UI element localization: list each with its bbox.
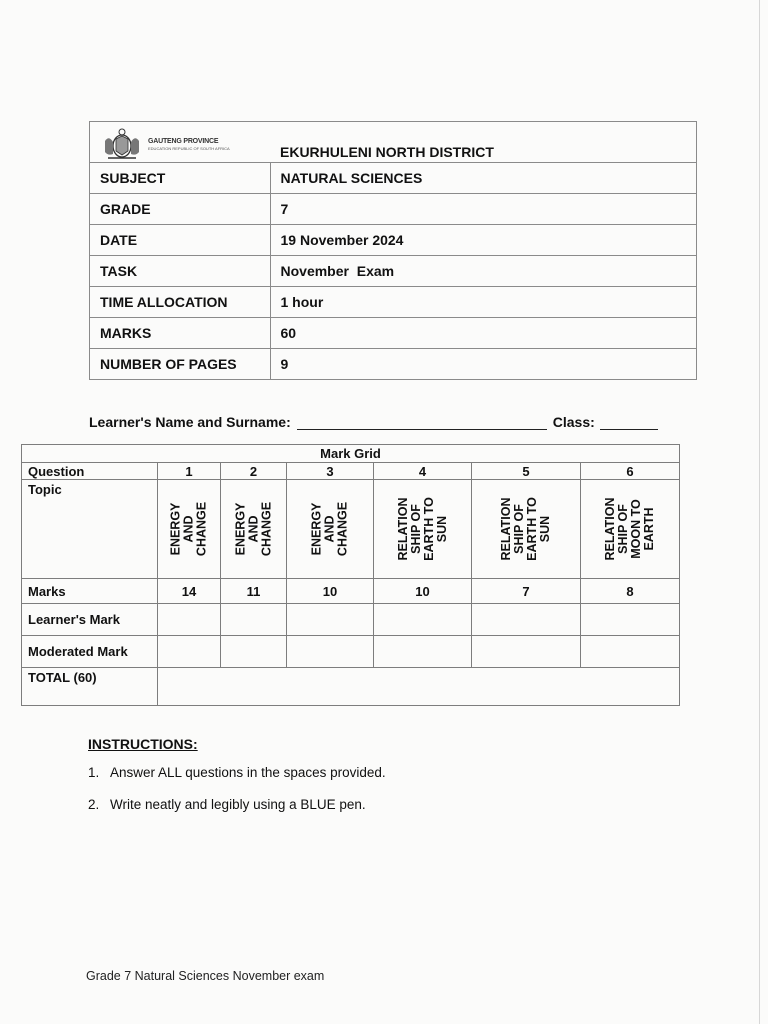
info-label: MARKS bbox=[90, 318, 271, 349]
topic-label: Topic bbox=[22, 480, 158, 579]
learner-name-line bbox=[89, 414, 679, 430]
total-cell[interactable] bbox=[158, 668, 680, 706]
moderated-mark-label: Moderated Mark bbox=[22, 636, 158, 668]
coat-of-arms-icon bbox=[100, 127, 144, 161]
learner-mark-cell[interactable] bbox=[221, 604, 287, 636]
instruction-text: Answer ALL questions in the spaces provided. bbox=[110, 765, 386, 780]
info-value: 19 November 2024 bbox=[270, 225, 697, 256]
topic-text: ENERGY AND CHANGE bbox=[309, 501, 350, 557]
info-label: TIME ALLOCATION bbox=[90, 287, 271, 318]
topic-text: RELATION SHIP OF EARTH TO SUN bbox=[499, 497, 552, 561]
logo-text: GAUTENG PROVINCE bbox=[148, 137, 219, 145]
question-label: Question bbox=[22, 463, 158, 480]
info-label: TASK bbox=[90, 256, 271, 287]
marks-value: 7 bbox=[472, 579, 581, 604]
topic-cell bbox=[287, 480, 374, 579]
question-number: 3 bbox=[287, 463, 374, 480]
class-field[interactable] bbox=[600, 415, 658, 430]
moderated-mark-cell[interactable] bbox=[158, 636, 221, 668]
total-row bbox=[22, 668, 680, 706]
topic-text: RELATION SHIP OF EARTH TO SUN bbox=[395, 497, 449, 561]
exam-info-table bbox=[89, 121, 697, 380]
instruction-text: Write neatly and legibly using a BLUE pen. bbox=[110, 797, 366, 812]
marks-row bbox=[22, 579, 680, 604]
class-label: Class: bbox=[552, 414, 595, 430]
info-row-grade bbox=[90, 194, 697, 225]
mark-grid-title: Mark Grid bbox=[22, 445, 680, 463]
info-value: November Exam bbox=[270, 256, 697, 287]
info-row-date bbox=[90, 225, 697, 256]
topic-cell bbox=[158, 480, 221, 579]
instructions-section bbox=[88, 736, 386, 829]
marks-value: 11 bbox=[221, 579, 287, 604]
page-footer: Grade 7 Natural Sciences November exam bbox=[86, 969, 325, 983]
info-row-subject bbox=[90, 163, 697, 194]
instruction-item bbox=[88, 765, 386, 780]
marks-value: 8 bbox=[581, 579, 680, 604]
topic-row bbox=[22, 480, 680, 579]
marks-label: Marks bbox=[22, 579, 158, 604]
question-number: 6 bbox=[581, 463, 680, 480]
instruction-number: 1. bbox=[88, 765, 100, 780]
instruction-number: 2. bbox=[88, 797, 100, 812]
topic-text: ENERGY AND CHANGE bbox=[233, 501, 273, 557]
info-row-pages bbox=[90, 349, 697, 380]
learner-mark-cell[interactable] bbox=[374, 604, 472, 636]
question-number: 5 bbox=[472, 463, 581, 480]
topic-cell bbox=[581, 480, 680, 579]
learner-mark-cell[interactable] bbox=[287, 604, 374, 636]
topic-text: RELATION SHIP OF MOON TO EARTH bbox=[603, 497, 656, 561]
learner-mark-label: Learner's Mark bbox=[22, 604, 158, 636]
logo-cell bbox=[90, 122, 271, 163]
learner-mark-row bbox=[22, 604, 680, 636]
info-row-task bbox=[90, 256, 697, 287]
info-label: GRADE bbox=[90, 194, 271, 225]
moderated-mark-cell[interactable] bbox=[581, 636, 680, 668]
info-value: 60 bbox=[270, 318, 697, 349]
question-number: 4 bbox=[374, 463, 472, 480]
district-title: EKURHULENI NORTH DISTRICT bbox=[270, 122, 697, 163]
info-value: NATURAL SCIENCES bbox=[270, 163, 697, 194]
marks-value: 10 bbox=[287, 579, 374, 604]
topic-text: ENERGY AND CHANGE bbox=[168, 501, 209, 557]
info-row-marks bbox=[90, 318, 697, 349]
moderated-mark-cell[interactable] bbox=[374, 636, 472, 668]
moderated-mark-cell[interactable] bbox=[472, 636, 581, 668]
moderated-mark-row bbox=[22, 636, 680, 668]
moderated-mark-cell[interactable] bbox=[287, 636, 374, 668]
info-label: SUBJECT bbox=[90, 163, 271, 194]
info-label: NUMBER OF PAGES bbox=[90, 349, 271, 380]
info-label: DATE bbox=[90, 225, 271, 256]
learner-mark-cell[interactable] bbox=[581, 604, 680, 636]
question-number: 2 bbox=[221, 463, 287, 480]
learner-name-field[interactable] bbox=[297, 415, 547, 430]
page-edge-line bbox=[759, 0, 760, 1024]
info-row-time bbox=[90, 287, 697, 318]
learner-mark-cell[interactable] bbox=[472, 604, 581, 636]
instruction-item bbox=[88, 797, 386, 812]
logo-subtext: EDUCATION REPUBLIC OF SOUTH AFRICA bbox=[148, 145, 230, 151]
question-number: 1 bbox=[158, 463, 221, 480]
marks-value: 10 bbox=[374, 579, 472, 604]
mark-grid-table bbox=[21, 444, 680, 706]
learner-name-label: Learner's Name and Surname: bbox=[89, 414, 291, 430]
learner-mark-cell[interactable] bbox=[158, 604, 221, 636]
topic-cell bbox=[221, 480, 287, 579]
total-label: TOTAL (60) bbox=[22, 668, 158, 706]
topic-cell bbox=[472, 480, 581, 579]
info-value: 9 bbox=[270, 349, 697, 380]
moderated-mark-cell[interactable] bbox=[221, 636, 287, 668]
question-row bbox=[22, 463, 680, 480]
instructions-heading: INSTRUCTIONS: bbox=[88, 736, 198, 752]
info-value: 7 bbox=[270, 194, 697, 225]
topic-cell bbox=[374, 480, 472, 579]
info-value: 1 hour bbox=[270, 287, 697, 318]
marks-value: 14 bbox=[158, 579, 221, 604]
